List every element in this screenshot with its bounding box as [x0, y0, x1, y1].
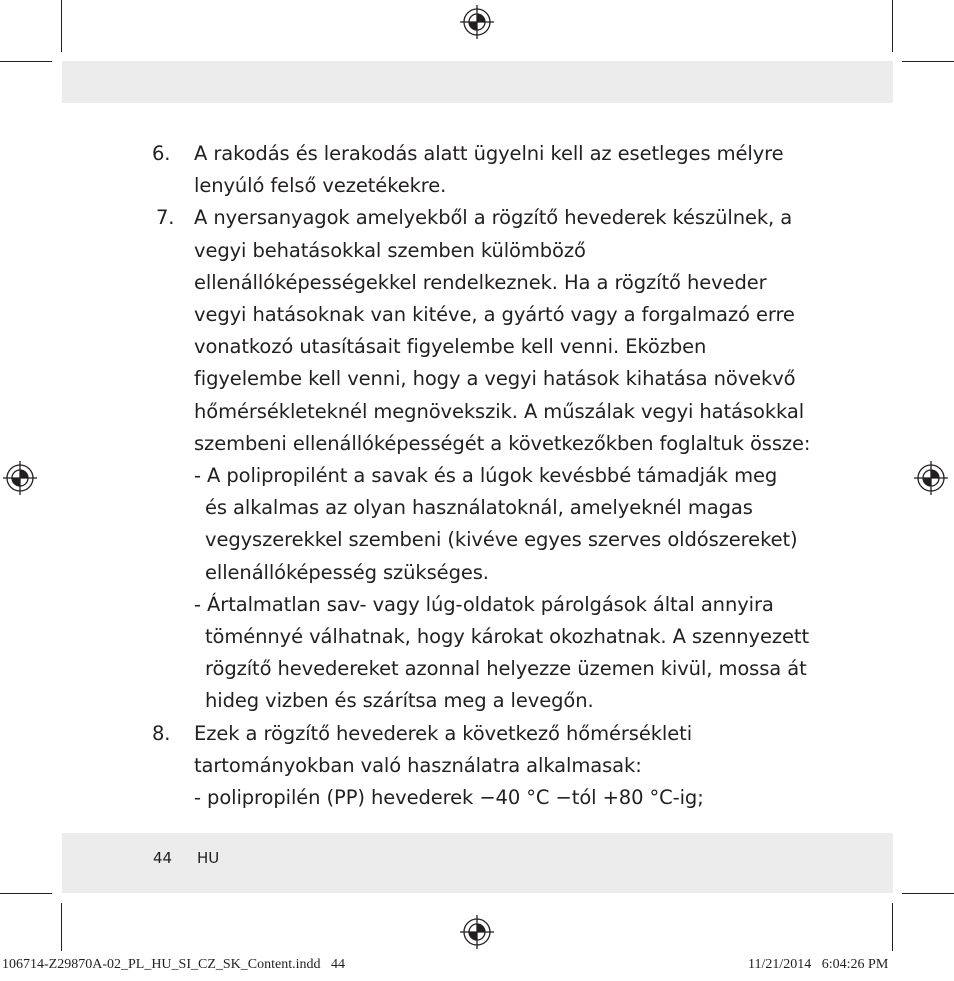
- text-line: vegyi hatásoknak van kitéve, a gyártó vagy a forgalmazó erre: [194, 303, 795, 327]
- crop-mark-top-left-vertical: [61, 0, 62, 52]
- crop-mark-top-right-vertical: [892, 0, 893, 52]
- text-line: és alkalmas az olyan használatoknál, amelyeknél magas: [205, 496, 753, 520]
- item-number: 8.: [152, 721, 171, 745]
- slug-filename: 106714-Z29870A-02_PL_HU_SI_CZ_SK_Content.indd 44: [2, 957, 345, 972]
- item-number: 6.: [152, 142, 171, 165]
- list-item: [152, 718, 842, 815]
- registration-mark-icon: [460, 5, 494, 39]
- text-line: rögzítő hevedereket azonnal helyezze üzemen kivül, mossa át: [205, 657, 807, 681]
- text-line: hőmérsékleteknél megnövekszik. A műszálak vegyi hatásokkal: [194, 399, 805, 423]
- crop-mark-bottom-left-vertical: [61, 903, 62, 951]
- text-line: A nyersanyagok amelyekből a rögzítő hevederek készülnek, a: [194, 206, 793, 230]
- item-number: 7.: [156, 206, 175, 230]
- text-line: vonatkozó utasításait figyelembe kell venni. Eközben: [194, 335, 707, 359]
- crop-mark-bottom-right-vertical: [892, 903, 893, 951]
- header-band: [62, 61, 893, 103]
- text-line: ellenállóképesség szükséges.: [205, 560, 489, 584]
- item-text: [194, 718, 842, 815]
- crop-mark-bottom-left-horizontal: [0, 893, 52, 894]
- text-line: szembeni ellenállóképességét a következőkben foglaltuk össze:: [194, 431, 811, 455]
- registration-mark-icon: [460, 915, 494, 949]
- text-line: tartományokban való használatra alkalmasak:: [194, 753, 642, 777]
- text-line: hideg vizben és szárítsa meg a levegőn.: [205, 689, 594, 713]
- registration-mark-icon: [3, 461, 37, 495]
- registration-mark-icon: [914, 461, 948, 495]
- text-line: ellenállóképességekkel rendelkeznek. Ha a rögzítő heveder: [194, 270, 767, 294]
- text-line: - Ártalmatlan sav- vagy lúg-oldatok párolgások által annyira: [194, 592, 774, 616]
- list-item: [152, 138, 842, 202]
- crop-mark-bottom-right-horizontal: [902, 893, 954, 894]
- item-text: [194, 202, 842, 717]
- text-line: - polipropilén (PP) hevederek −40 °C −tól +80 °C-ig;: [194, 786, 704, 810]
- text-line: - A polipropilént a savak és a lúgok kevésbbé támadják meg: [194, 464, 778, 488]
- sub-item: [194, 589, 842, 718]
- text-line: vegyszerekkel szembeni (kivéve egyes szerves oldószereket): [205, 528, 798, 552]
- text-line: Ezek a rögzítő hevederek a következő hőmérsékleti: [194, 721, 693, 745]
- crop-mark-top-right-horizontal: [902, 61, 954, 62]
- text-line: A rakodás és lerakodás alatt ügyelni kell az esetleges mélyre: [194, 142, 784, 165]
- slug-timestamp: 11/21/2014 6:04:26 PM: [748, 957, 889, 972]
- instruction-list: [152, 138, 842, 814]
- text-line: figyelembe kell venni, hogy a vegyi hatások kihatása növekvő: [194, 367, 796, 391]
- item-text: [194, 138, 842, 202]
- list-item: [152, 202, 842, 717]
- sub-item: [194, 782, 842, 814]
- sub-item: [194, 460, 842, 589]
- text-line: lenyúló felső vezetékekre.: [194, 174, 447, 198]
- page-number: 44: [153, 849, 173, 867]
- footer-band: [62, 833, 893, 893]
- text-line: vegyi behatásokkal szemben külömböző: [194, 238, 586, 262]
- text-line: töménnyé válhatnak, hogy károkat okozhatnak. A szennyezett: [205, 625, 810, 649]
- crop-mark-top-left-horizontal: [0, 61, 52, 62]
- language-code: HU: [197, 849, 220, 867]
